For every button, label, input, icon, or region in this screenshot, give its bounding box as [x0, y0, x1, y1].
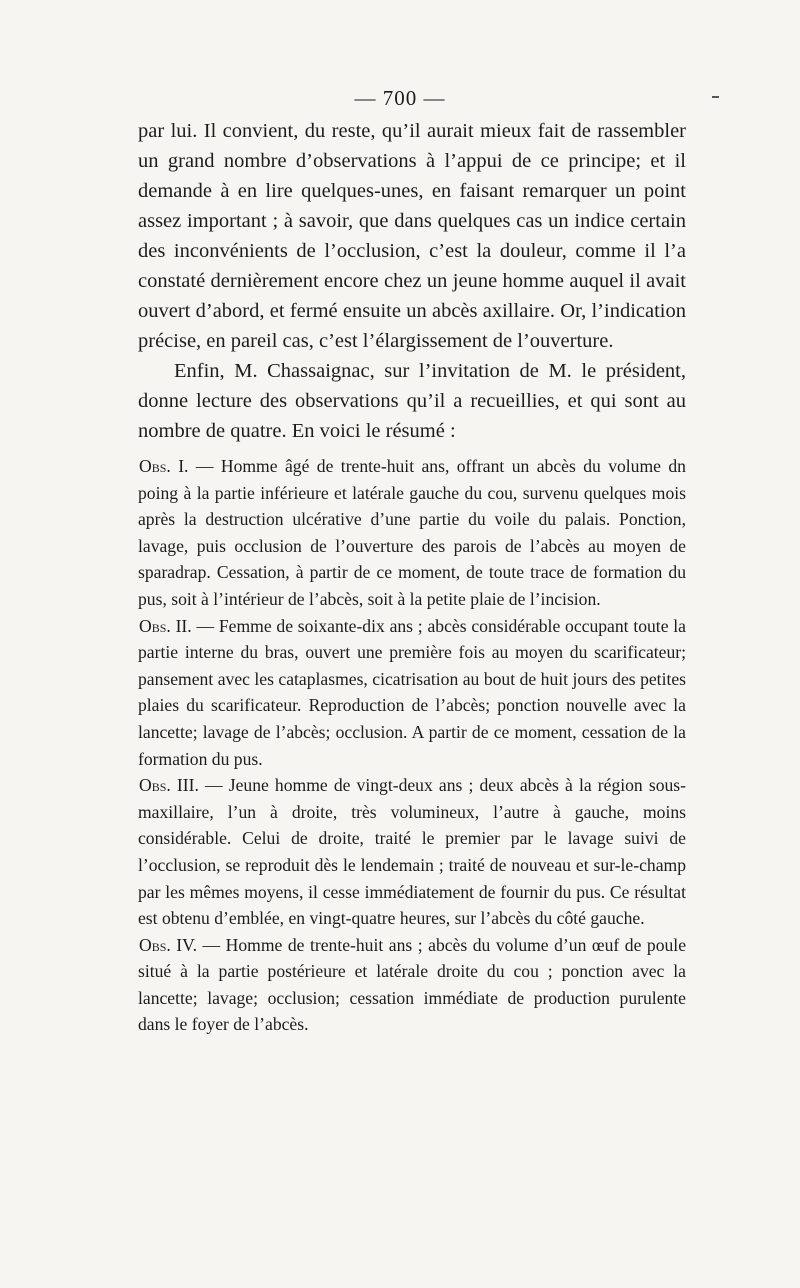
- page-number: — 700 —: [354, 86, 446, 110]
- ink-speck: [712, 96, 719, 98]
- observation-text: — Homme âgé de trente-huit ans, offrant un abcès du volume dn poing à la partie inférieure et latérale gauche du cou, survenu quelques mois après la destruction ulcérative d’une partie du voile du palais. Ponction, lavage, puis occlusion de l’ouverture des parois de l’abcès au moyen de sparadrap. Cessation, à partir de ce moment, de toute trace de formation du pus, soit à l’intérieur de l’abcès, soit à la petite plaie de l’incision.: [138, 456, 686, 609]
- observation-label: Obs. IV.: [139, 934, 197, 955]
- intro-section: [138, 116, 686, 446]
- page-body: [138, 116, 686, 1038]
- observation-text: — Jeune homme de vingt-deux ans ; deux abcès à la région sous-maxillaire, l’un à droite, très volumineux, l’autre à gauche, moins considérable. Celui de droite, traité le premier par le lavage suivi de l’occlusion, se reproduit dès le lendemain ; traité de nouveau et sur-le-champ par les mêmes moyens, il cesse immédiatement de fournir du pus. Ce résultat est obtenu d’emblée, en vingt-quatre heures, sur l’abcès du côté gauche.: [138, 775, 686, 929]
- observation-text: — Homme de trente-huit ans ; abcès du volume d’un œuf de poule situé à la partie postérieure et latérale droite du cou ; ponction avec la lancette; lavage; occlusion; cessation immédiate de production purulente dans le foyer de l’abcès.: [138, 934, 687, 1035]
- observation-label: Obs. II.: [139, 615, 192, 636]
- observation-label: Obs. I.: [139, 456, 189, 476]
- observations-list: [138, 453, 686, 1038]
- observation-1: [138, 453, 686, 613]
- observation-label: Obs. III.: [139, 775, 199, 796]
- paragraph-continuation: par lui. Il convient, du reste, qu’il aurait mieux fait de rassembler un grand nombre d’observations à l’appui de ce principe; et il demande à en lire quelques-unes, en faisant remarquer un point assez important ; à savoir, que dans quelques cas un indice certain des inconvénients de l’occlusion, c’est la douleur, comme il l’a constaté dernièrement encore chez un jeune homme auquel il avait ouvert d’abord, et fermé ensuite un abcès axillaire. Or, l’indication précise, en pareil cas, c’est l’élargissement de l’ouverture.: [138, 120, 686, 352]
- paragraph-chassaignac: Enfin, M. Chassaignac, sur l’invitation de M. le président, donne lecture des observations qu’il a recueillies, et qui sont au nombre de quatre. En voici le résumé :: [138, 360, 686, 442]
- observation-3: [138, 772, 686, 932]
- observation-text: — Femme de soixante-dix ans ; abcès considérable occupant toute la partie interne du bras, ouvert une première fois au moyen du scarificateur; pansement avec les cataplasmes, cicatrisation au bout de huit jours des petites plaies du scarificateur. Reproduction de l’abcès; ponction nouvelle avec la lancette; lavage de l’abcès; occlusion. A partir de ce moment, cessation de la formation du pus.: [138, 615, 686, 769]
- observation-2: [138, 613, 686, 773]
- observation-4: [138, 932, 686, 1038]
